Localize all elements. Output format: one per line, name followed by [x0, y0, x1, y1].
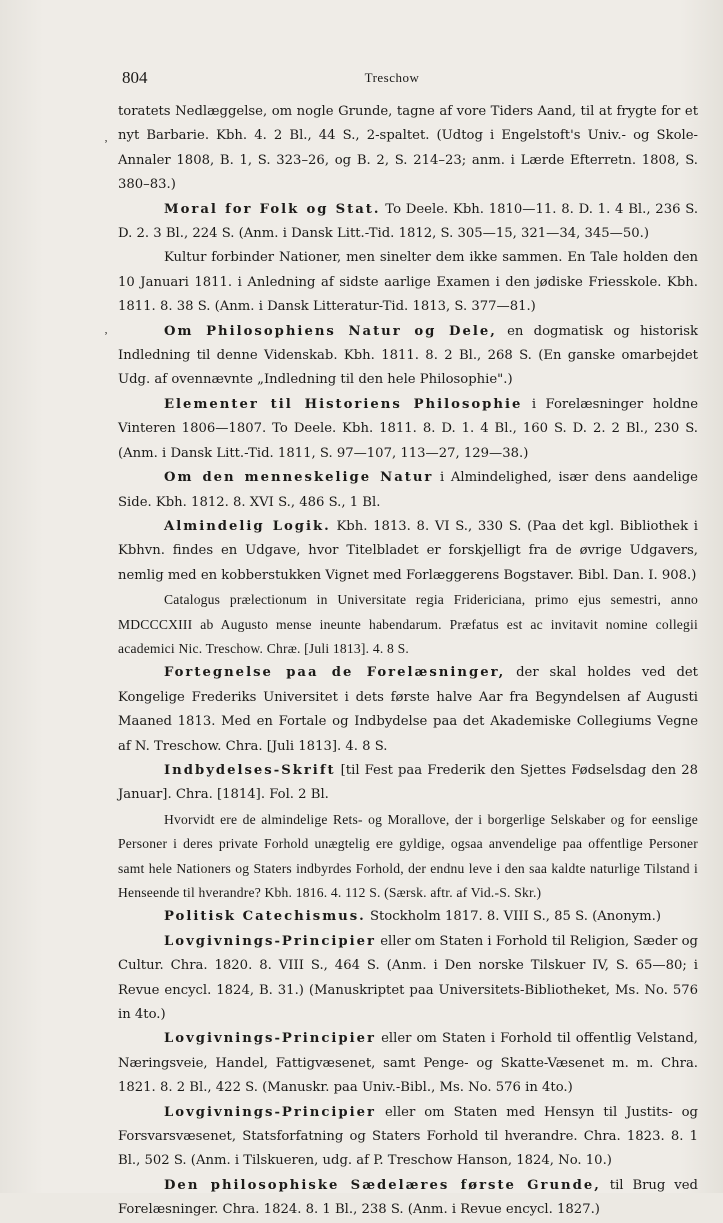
bibliography-entry: Catalogus prælectionum in Universitate regia Fridericiana, primo ejus semestri, anno MDCCCXIII ab Augusto mense ineunte habendarum. Præfatus est ac invitavit nomine collegii academici Nic. Treschow. Chræ. [Juli 1813]. 4. 8 S.	[118, 592, 698, 656]
bibliography-entry: Indbydelses-Skrift [til Fest paa Frederik den Sjettes Fødselsdag den 28 Januar]. Chra. [1814]. Fol. 2 Bl.	[118, 762, 698, 803]
bibliography-entry: Moral for Folk og Stat. To Deele. Kbh. 1810—11. 8. D. 1. 4 Bl., 236 S. D. 2. 3 Bl., 224 S. (Anm. i Dansk Litt.-Tid. 1812, S. 305—15, 321—34, 345—50.)	[118, 201, 699, 242]
entry-title: Den philosophiske Sædelæres første Grunde,	[164, 1177, 601, 1193]
bibliography-entry: toratets Nedlæggelse, om nogle Grunde, tagne af vore Tiders Aand, til at frygte for et nyt Barbarie. Kbh. 4. 2 Bl., 44 S., 2-spaltet. (Udtog i Engelstoft's Univ.- og Skole-Annaler 1808, B. 1, S. 323–26, og B. 2, S. 214–23; anm. i Lærde Efterretn. 1808, S. 380–83.)	[118, 104, 698, 193]
bibliography-entry: Elementer til Historiens Philosophie i Forelæsninger holdne Vinteren 1806—1807. To Deele. Kbh. 1811. 8. D. 1. 4 Bl., 160 S. D. 2. 2 Bl., 230 S. (Anm. i Dansk Litt.-Tid. 1811, S. 97—107, 113—27, 129—38.)	[118, 396, 698, 461]
bibliography-entry: Lovgivnings-Principier eller om Staten med Hensyn til Justits- og Forsvarsvæsenet, Statsforfatning og Staters Forhold til hverandre. Chra. 1823. 8. 1 Bl., 502 S. (Anm. i Tilskueren, udg. af P. Treschow Hanson, 1824, No. 10.)	[118, 1104, 698, 1169]
bibliography-list	[118, 100, 698, 1223]
bibliography-entry: Almindelig Logik. Kbh. 1813. 8. VI S., 330 S. (Paa det kgl. Bibliothek i Kbhvn. findes en Udgave, hvor Titelbladet er forskjelligt fra de øvrige Udgavers, nemlig med en kobberstukken Vignet med Forlæggerens Bogstaver. Bibl. Dan. I. 908.)	[118, 518, 698, 583]
bibliography-entry: Kultur forbinder Nationer, men sinelter dem ikke sammen. En Tale holden den 10 Januari 1811. i Anledning af sidste aarlige Examen i den jødiske Friesskole. Kbh. 1811. 8. 38 S. (Anm. i Dansk Litteratur-Tid. 1813, S. 377—81.)	[118, 250, 698, 315]
margin-mark: ‚	[104, 130, 108, 144]
bibliography-entry: Lovgivnings-Principier eller om Staten i Forhold til offentlig Velstand, Næringsveie, Handel, Fattigvæsenet, samt Penge- og Skatte-Væsenet m. m. Chra. 1821. 8. 2 Bl., 422 S. (Manuskr. paa Univ.-Bibl., Ms. No. 576 in 4to.)	[118, 1031, 698, 1096]
entry-title: Lovgivnings-Principier	[164, 1104, 376, 1120]
bibliography-entry: Om den menneskelige Natur i Almindelighed, især dens aandelige Side. Kbh. 1812. 8. XVI S., 486 S., 1 Bl.	[118, 470, 698, 510]
bibliography-entry: Om Philosophiens Natur og Dele, en dogmatisk og historisk Indledning til denne Videnskab. Kbh. 1811. 8. 2 Bl., 268 S. (En ganske omarbejdet Udg. af ovennævnte „Indledning til den hele Philosophie".)	[118, 323, 698, 388]
entry-title: Fortegnelse paa de Forelæsninger,	[164, 665, 506, 681]
entry-title: Elementer til Historiens Philosophie	[164, 396, 523, 412]
entry-title: Indbydelses-Skrift	[164, 762, 336, 778]
margin-mark: ‚	[104, 322, 108, 336]
page-header	[122, 68, 662, 90]
page-number: 804	[122, 68, 148, 87]
bibliography-entry: Hvorvidt ere de almindelige Rets- og Morallove, der i borgerlige Selskaber og for eenslige Personer i deres private Forhold unægtelig ere gyldige, ogsaa anvendelige paa offentlige Personer samt hele Nationers og Staters indbyrdes Forhold, der endnu leve i den saa kaldte naturlige Tilstand i Henseende til hverandre? Kbh. 1816. 4. 112 S. (Særsk. aftr. af Vid.-S. Skr.)	[118, 811, 698, 900]
entry-title: Almindelig Logik.	[164, 518, 331, 534]
entry-title: Lovgivnings-Principier	[164, 933, 376, 949]
entry-title: Om Philosophiens Natur og Dele,	[164, 323, 497, 339]
bibliography-entry: Politisk Catechismus. Stockholm 1817. 8. VIII S., 85 S. (Anonym.)	[164, 909, 661, 925]
bibliography-entry: Lovgivnings-Principier eller om Staten i Forhold til Religion, Sæder og Cultur. Chra. 1820. 8. VIII S., 464 S. (Anm. i Den norske Tilskuer IV, S. 65—80; i Revue encycl. 1824, B. 31.) (Manuskriptet paa Universitets-Bibliotheket, Ms. No. 576 in 4to.)	[118, 933, 698, 1023]
entry-title: Om den menneskelige Natur	[164, 470, 434, 486]
bibliography-entry: Fortegnelse paa de Forelæsninger, der skal holdes ved det Kongelige Frederiks Universitet i dets første halve Aar fra Begyndelsen af Augusti Maaned 1813. Med en Fortale og Indbydelse paa det Akademiske Collegiums Vegne af N. Treschow. Chra. [Juli 1813]. 4. 8 S.	[118, 665, 698, 754]
entry-title: Moral for Folk og Stat.	[164, 201, 381, 217]
bibliography-entry: Den philosophiske Sædelæres første Grunde, til Brug ved Forelæsninger. Chra. 1824. 8. 1 Bl., 238 S. (Anm. i Revue encycl. 1827.)	[118, 1177, 698, 1218]
entry-title: Politisk Catechismus.	[164, 909, 366, 925]
running-head: Treschow	[364, 70, 420, 85]
entry-title: Lovgivnings-Principier	[164, 1031, 376, 1047]
